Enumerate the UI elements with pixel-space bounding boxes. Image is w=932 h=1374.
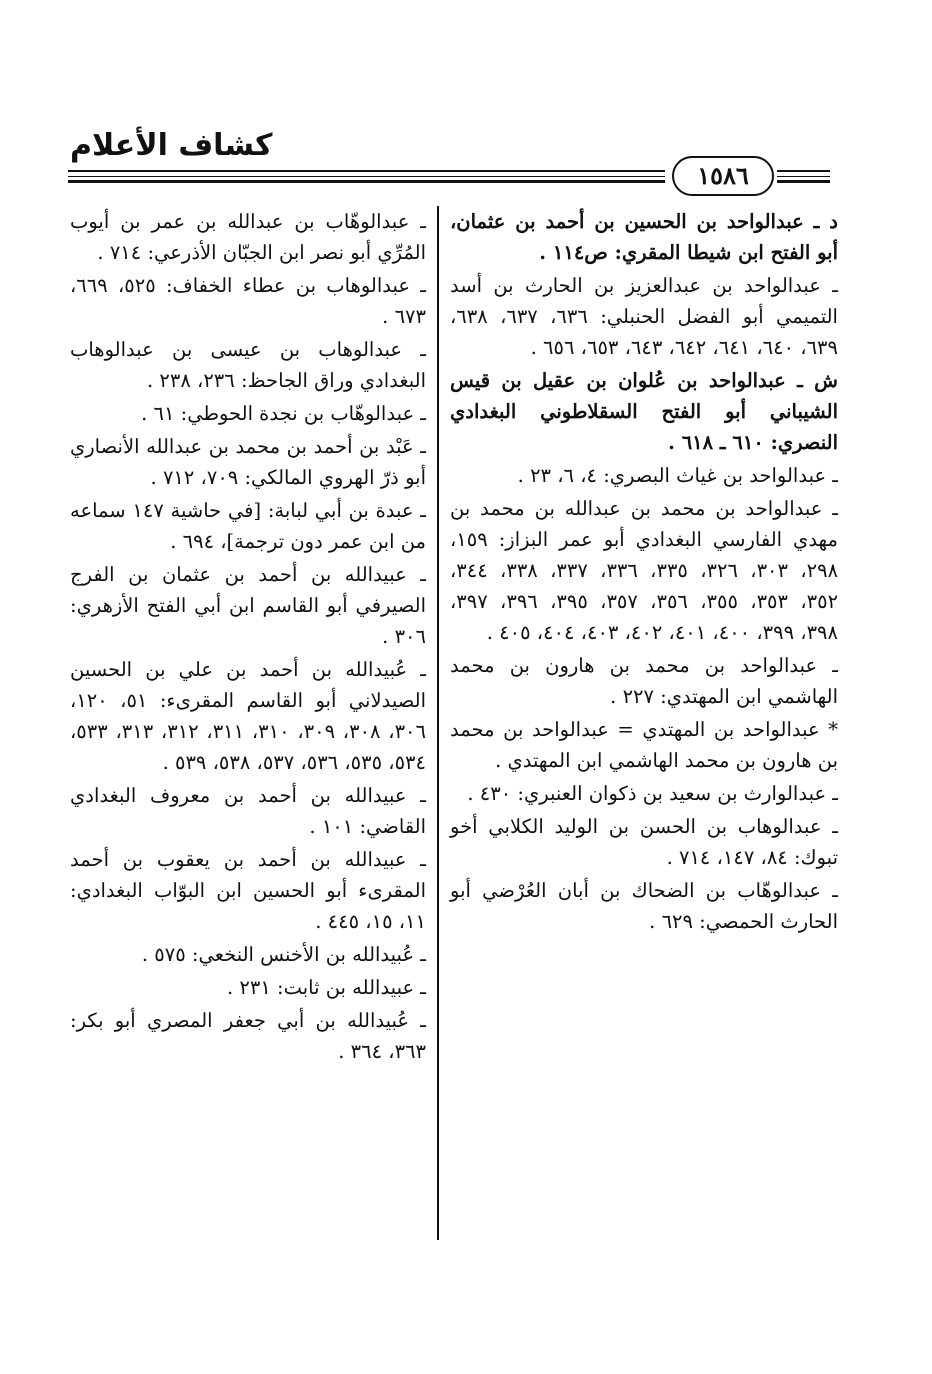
- index-column-left: [70, 206, 426, 1069]
- index-entry: ـ عبدالوهاب بن عطاء الخفاف: ٥٢٥، ٦٦٩، ٦٧٣ .: [70, 274, 426, 328]
- index-entry: ـ عُبيدالله بن الأخنس النخعي: ٥٧٥ .: [141, 943, 426, 966]
- index-entry: ـ عبدالوارث بن سعيد بن ذكوان العنبري: ٤٣٠ .: [467, 782, 838, 805]
- index-entry: ـ عبدالوهّاب بن نجدة الحوطي: ٦١ .: [141, 402, 426, 425]
- index-entry: ـ عُبيدالله بن أبي جعفر المصري أبو بكر: ٣٦٣، ٣٦٤ .: [70, 1009, 426, 1063]
- index-entry: ـ عبدالوهّاب بن عبدالله بن عمر بن أيوب المُرِّي أبو نصر ابن الجبّان الأذرعي: ٧١٤ .: [70, 210, 426, 264]
- header-rule: [777, 180, 830, 183]
- index-entry: * عبدالواحد بن المهتدي = عبدالواحد بن محمد بن هارون بن محمد الهاشمي ابن المهتدي .: [450, 718, 838, 772]
- index-entry: د ـ عبدالواحد بن الحسين بن أحمد بن عثمان، أبو الفتح ابن شيطا المقري: ص١١٤ .: [450, 210, 838, 264]
- header-rule: [68, 180, 665, 183]
- index-entry: ـ عبدالواحد بن محمد بن هارون بن محمد الهاشمي ابن المهتدي: ٢٢٧ .: [450, 654, 838, 708]
- running-title: كشاف الأعلام: [70, 128, 273, 163]
- index-entry: ـ عبدالوهاب بن الحسن بن الوليد الكلابي أخو تبوك: ٨٤، ١٤٧، ٧١٤ .: [450, 815, 838, 869]
- index-entry: ـ عَبْد بن أحمد بن محمد بن عبدالله الأنصاري أبو ذرّ الهروي المالكي: ٧٠٩، ٧١٢ .: [70, 435, 426, 489]
- page-number: ١٥٨٦: [672, 156, 774, 196]
- header-rule: [68, 176, 665, 177]
- header-rule: [777, 176, 830, 177]
- header-rule: [68, 170, 665, 172]
- index-entry: ـ عبدالواحد بن محمد بن عبدالله بن محمد بن مهدي الفارسي البغدادي أبو عمر البزاز: ١٥٩، ٢٩٨، ٣٠٣، ٣٢٦، ٣٣٥، ٣٣٦، ٣٣٧، ٣٣٨، ٣٤٤، ٣٥٢، ٣٥٣، ٣٥٥، ٣٥٦، ٣٥٧، ٣٩٥، ٣٩٦، ٣٩٧، ٣٩٨، ٣٩٩، ٤٠٠، ٤٠١، ٤٠٢، ٤٠٣، ٤٠٤، ٤٠٥ .: [450, 497, 839, 644]
- index-entry: ـ عبيدالله بن أحمد بن معروف البغدادي القاضي: ١٠١ .: [70, 784, 426, 838]
- column-divider: [437, 206, 439, 1240]
- index-entry: ـ عبدالوهّاب بن الضحاك بن أبان العُرْضي أبو الحارث الحمصي: ٦٢٩ .: [450, 879, 838, 933]
- header-rule: [777, 170, 830, 172]
- index-entry: ـ عبيدالله بن أحمد بن عثمان بن الفرج الصيرفي أبو القاسم ابن أبي الفتح الأزهري: ٣٠٦ .: [70, 563, 426, 648]
- index-entry: ـ عبيدالله بن ثابت: ٢٣١ .: [226, 976, 426, 999]
- index-entry: ـ عبدالواحد بن غياث البصري: ٤، ٦، ٢٣ .: [517, 464, 838, 487]
- index-entry: ـ عبدة بن أبي لبابة: [في حاشية ١٤٧ سماعه من ابن عمر دون ترجمة]، ٦٩٤ .: [70, 499, 426, 553]
- index-entry: ـ عبدالواحد بن عبدالعزيز بن الحارث بن أسد التميمي أبو الفضل الحنبلي: ٦٣٦، ٦٣٧، ٦٣٨، ٦٣٩، ٦٤٠، ٦٤١، ٦٤٢، ٦٤٣، ٦٥٣، ٦٥٦ .: [450, 274, 838, 359]
- index-column-right: [450, 206, 838, 939]
- index-entry: ش ـ عبدالواحد بن عُلوان بن عقيل بن قيس الشيباني أبو الفتح السقلاطوني البغدادي النصري: ٦١٠ ـ ٦١٨ .: [450, 369, 838, 454]
- index-entry: ـ عُبيدالله بن أحمد بن علي بن الحسين الصيدلاني أبو القاسم المقرىء: ٥١، ١٢٠، ٣٠٦، ٣٠٨، ٣٠٩، ٣١٠، ٣١١، ٣١٢، ٣١٣، ٥٣٣، ٥٣٤، ٥٣٥، ٥٣٦، ٥٣٧، ٥٣٨، ٥٣٩ .: [70, 658, 426, 774]
- index-entry: ـ عبيدالله بن أحمد بن يعقوب بن أحمد المقرىء أبو الحسين ابن البوّاب البغدادي: ١١، ١٥، ٤٤٥ .: [70, 848, 426, 933]
- index-entry: ـ عبدالوهاب بن عيسى بن عبدالوهاب البغدادي وراق الجاحظ: ٢٣٦، ٢٣٨ .: [70, 338, 426, 392]
